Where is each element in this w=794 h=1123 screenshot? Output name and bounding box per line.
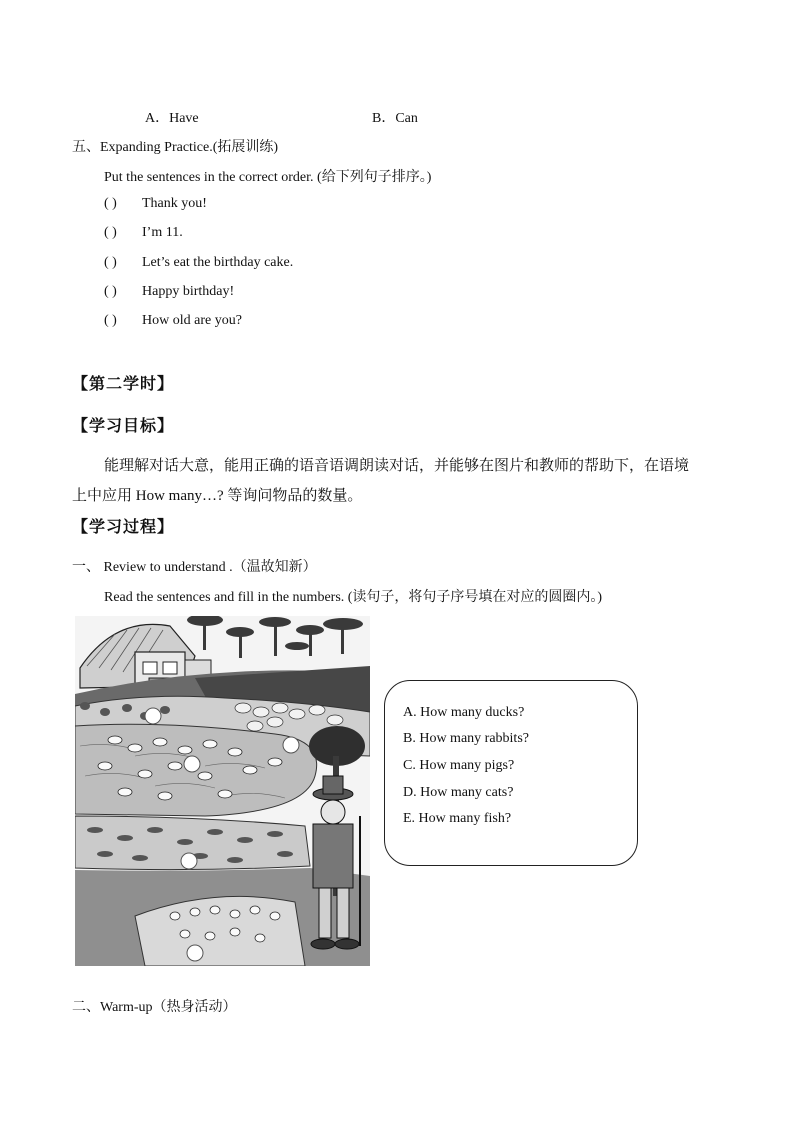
review-title: 一、 Review to understand .（温故知新）: [72, 560, 317, 575]
objectives-heading: 【学习目标】: [72, 416, 175, 435]
lesson-heading: 【第二学时】: [72, 374, 175, 393]
section5-title: 五、Expanding Practice.(拓展训练): [72, 140, 279, 155]
list-item: ( ) Happy birthday!: [104, 284, 235, 299]
process-heading: 【学习过程】: [72, 517, 175, 536]
question-b: B. How many rabbits?: [403, 731, 529, 746]
question-a: A. How many ducks?: [403, 705, 525, 720]
farm-illustration: [75, 616, 370, 966]
list-item: ( ) I’m 11.: [104, 225, 183, 240]
question-e: E. How many fish?: [403, 811, 512, 826]
question-c: C. How many pigs?: [403, 758, 515, 773]
objectives-text-line1: 能理解对话大意，能用正确的语音语调朗读对话，并能够在图片和教师的帮助下，在语境: [104, 458, 690, 474]
farm-scene-image: [75, 616, 370, 966]
questions-box: [384, 680, 638, 866]
review-instruction: Read the sentences and fill in the numbers. (读句子，将句子序号填在对应的圆圈内。): [104, 590, 603, 605]
option-a: A．Have: [145, 111, 199, 126]
list-item: ( ) Thank you!: [104, 196, 207, 211]
option-b: B．Can: [372, 111, 418, 126]
list-item: ( ) How old are you?: [104, 313, 242, 328]
question-d: D. How many cats?: [403, 785, 514, 800]
warmup-title: 二、Warm-up（热身活动）: [72, 1000, 237, 1015]
list-item: ( ) Let’s eat the birthday cake.: [104, 255, 294, 270]
section5-instruction: Put the sentences in the correct order. (给下列句子排序。): [104, 170, 432, 185]
objectives-text-line2: 上中应用 How many…? 等询问物品的数量。: [72, 488, 363, 504]
